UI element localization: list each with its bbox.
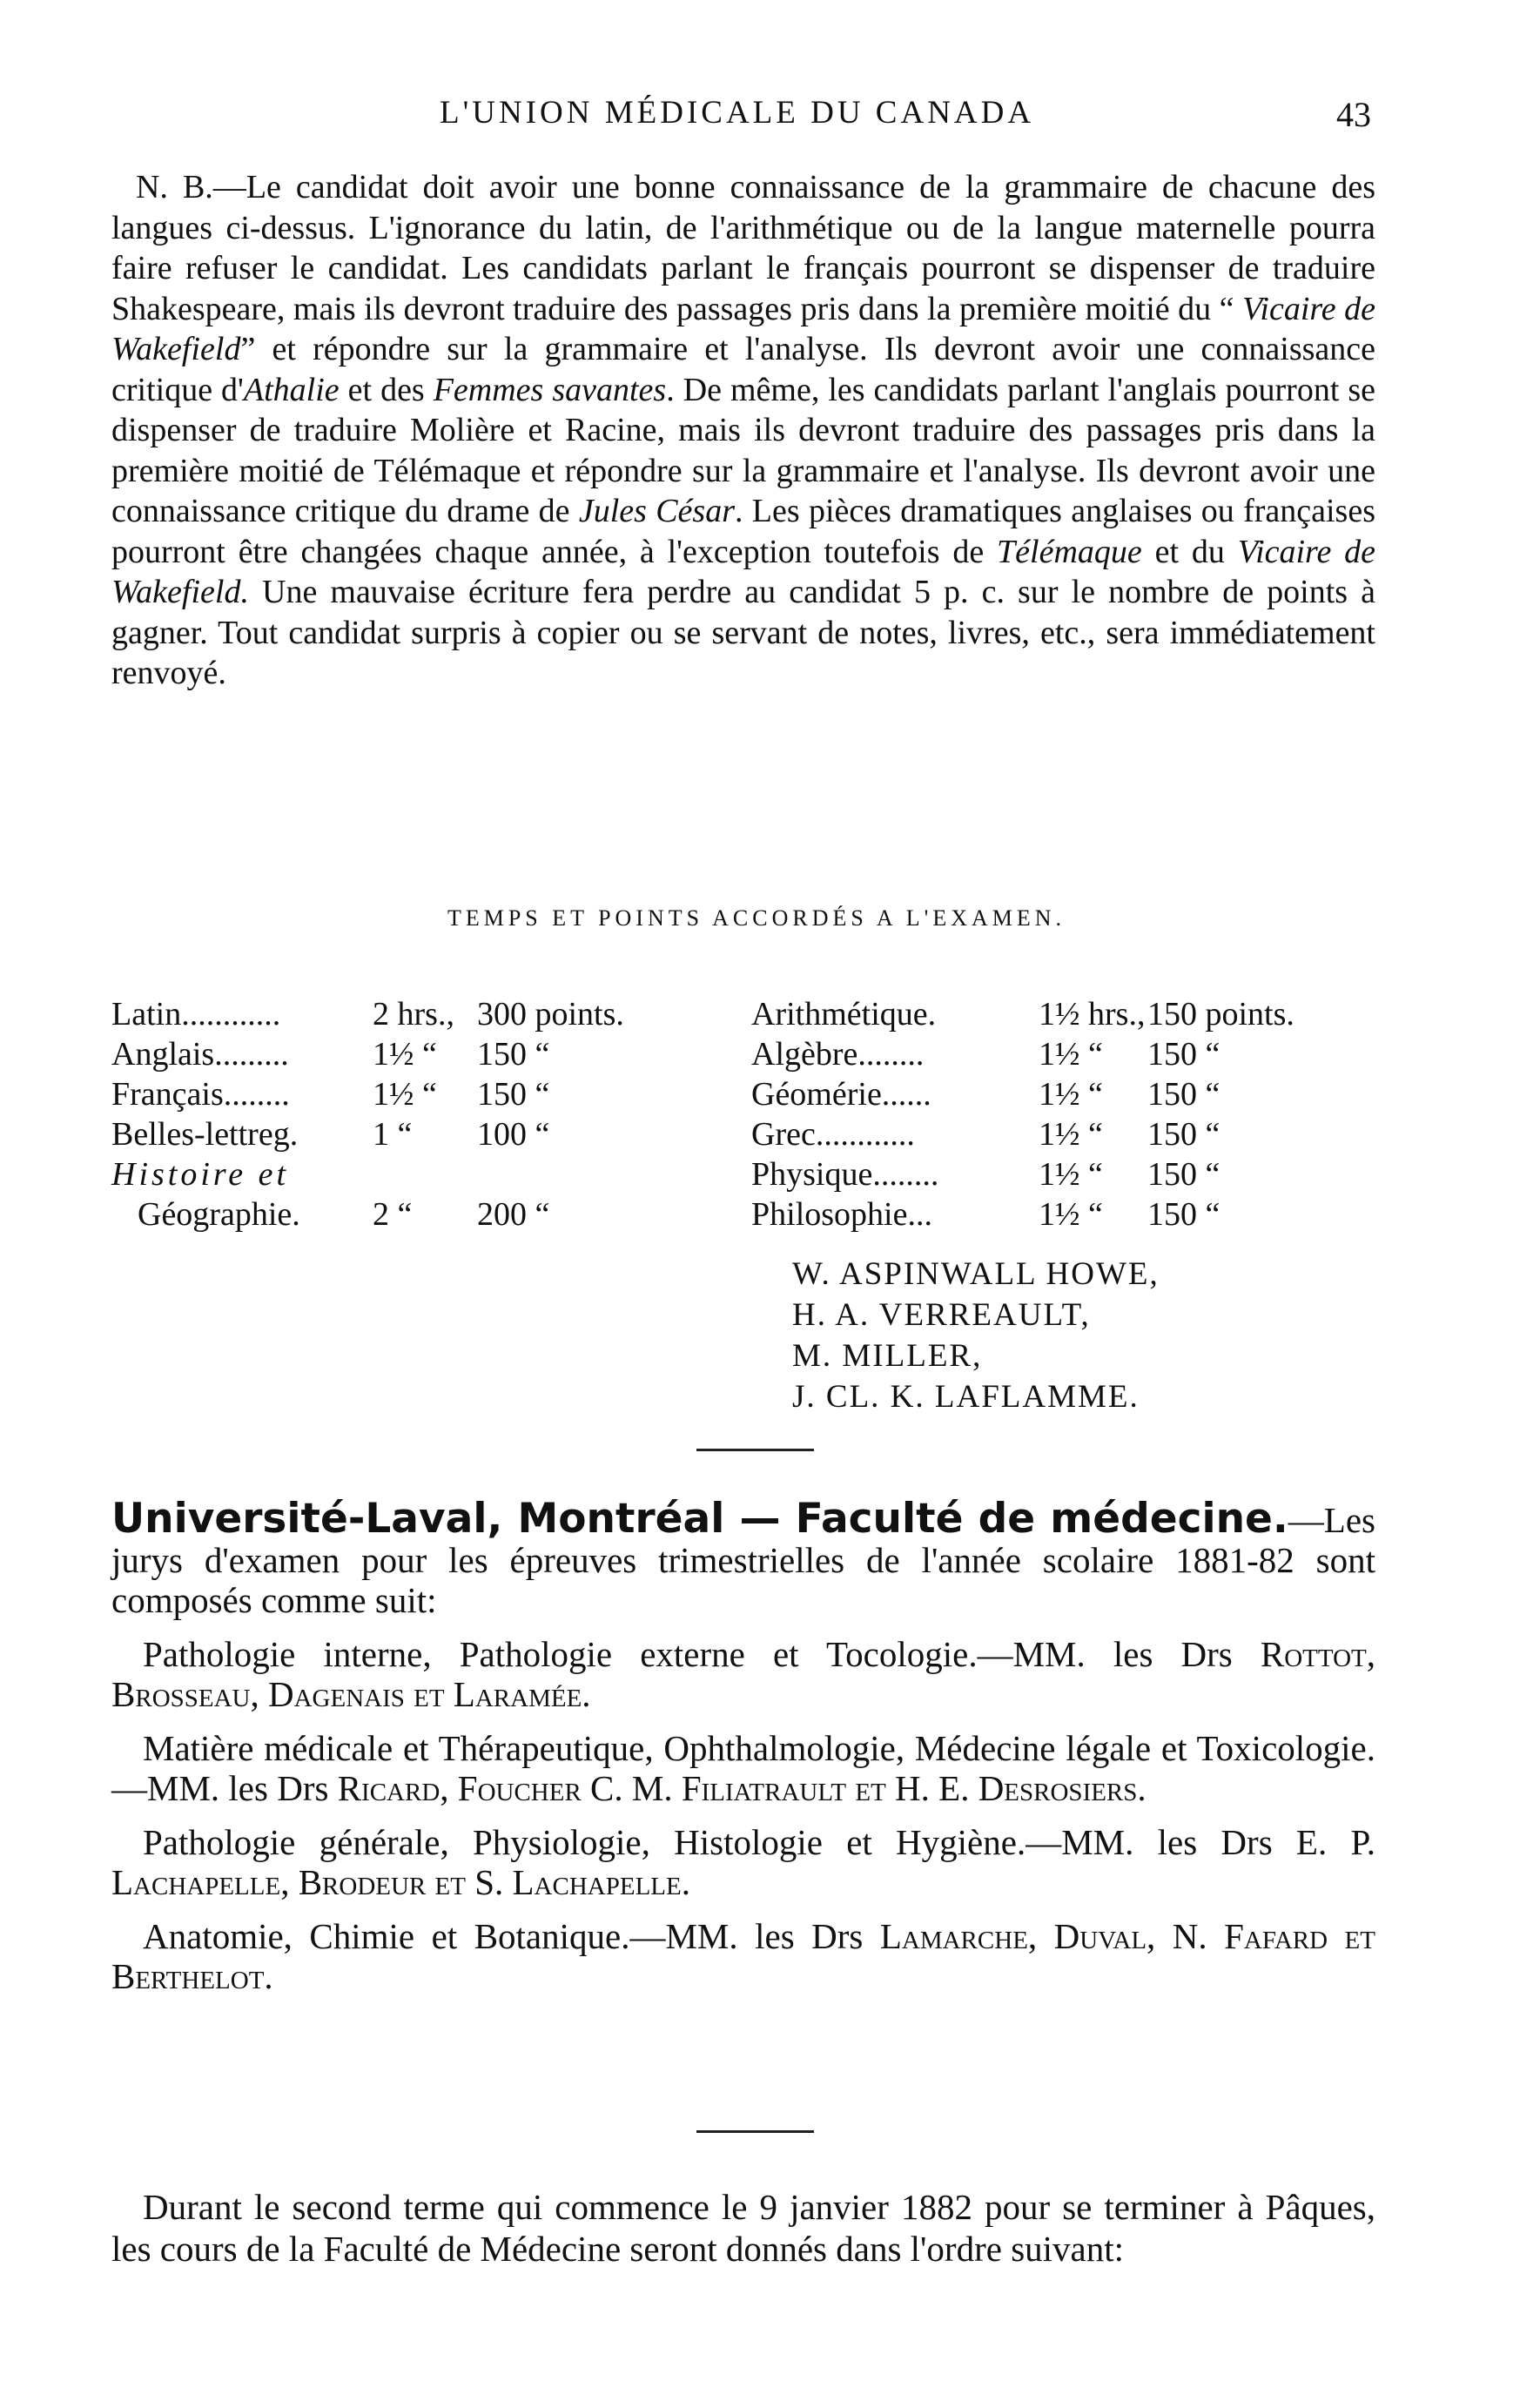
juries-list [111,1634,1375,1996]
times-section-title: TEMPS ET POINTS ACCORDÉS A L'EXAMEN. [447,905,1066,931]
nb-title-athalie: Athalie [243,371,340,408]
nb-lead: N. B.— [136,169,246,205]
subject-name: Physique........ [751,1156,939,1193]
table-row [111,1034,1375,1074]
subject-name: Grec............ [751,1116,915,1153]
subject-name: Philosophie... [751,1196,932,1233]
nb-title-vicaire: Vicaire de Wakefield [111,290,1376,367]
nb-title-vicaire-2: Vicaire de Wakefield. [111,533,1375,610]
table-row [111,994,1375,1034]
subject-points: 150 “ [1147,1036,1220,1073]
times-table [111,994,1375,1234]
subject-hours: 1½ “ [1039,1076,1103,1113]
page-number: 43 [1336,95,1371,134]
subject-hours: 1½ “ [373,1036,437,1073]
subject-hours: 1 “ [373,1116,413,1153]
jury-members: Lamarche, Duval, N. Fafard et Berthelot. [111,1916,1375,1996]
section-divider [696,1449,814,1451]
nb-paragraph [111,167,1375,694]
subject-points: 100 “ [477,1116,550,1153]
jury-subjects: Pathologie générale, Physiologie, Histologie et Hygiène.—MM. les Drs [143,1822,1296,1862]
jury-subjects: Pathologie interne, Pathologie externe et Tocologie.—MM. les Drs [143,1634,1261,1674]
subject-name: Géomérie...... [751,1076,931,1113]
closing-paragraph: Durant le second terme qui commence le 9 janvier 1882 pour se terminer à Pâques, les cours de la Faculté de Médecine seront donnés dans l'ordre suivant: [111,2187,1375,2269]
table-row [111,1154,1375,1194]
subject-hours: 1½ hrs., [1039,996,1146,1032]
subject-hours: 2 “ [373,1196,413,1233]
signature-name: M. MILLER, [792,1338,983,1374]
nb-title-jules: Jules César [578,493,735,529]
jury-members: Ricard, Foucher C. M. Filiatrault et H. E. Desrosiers. [337,1768,1147,1808]
nb-text-7: Une mauvaise écriture fera perdre au candidat 5 p. c. sur le nombre de points à gagner. Tout candidat surpris à copier ou se servant de notes, livres, etc., sera immédiatement renvoyé. [111,574,1375,691]
signature-name: W. ASPINWALL HOWE, [792,1256,1160,1292]
jury-paragraph [111,1634,1375,1714]
table-row [111,1074,1375,1114]
subject-name: Arithmétique. [751,996,937,1032]
subject-hours: 1½ “ [1039,1116,1103,1153]
subject-points: 200 “ [477,1196,550,1233]
university-section [111,1495,1375,1996]
section-divider [696,2130,814,2133]
subject-hours: 1½ “ [1039,1036,1103,1073]
signature-name: H. A. VERREAULT, [792,1297,1091,1333]
subject-name: Latin............ [111,996,281,1032]
signature-name: J. CL. K. LAFLAMME. [792,1379,1140,1415]
nb-text-2: ” et répondre sur la grammaire et l'analyse. Ils devront avoir une connaissance critique d' [111,331,1375,408]
nb-text-6: et du [1141,533,1238,570]
jury-paragraph [111,1728,1375,1808]
subject-points: 300 points. [477,996,624,1032]
subject-points: 150 “ [477,1076,550,1113]
university-headline: Université-Laval, Montréal — Faculté de médecine. [111,1495,1288,1543]
subject-points: 150 “ [1147,1196,1220,1233]
signatures-block [792,1254,1160,1417]
subject-name: Histoire et [111,1156,290,1193]
jury-members: E. P. Lachapelle, Brodeur et S. Lachapelle. [111,1822,1375,1902]
subject-points: 150 “ [477,1036,550,1073]
subject-name: Algèbre........ [751,1036,925,1073]
nb-text-4: . De même, les candidats parlant l'anglais pourront se dispenser de traduire Molière et Racine, mais ils devront traduire des passages pris dans la première moitié de Télémaque et répondre sur la grammaire et l'analyse. Ils devront avoir une connaissance critique du drame de [111,371,1376,529]
subject-points: 150 “ [1147,1116,1220,1153]
table-row [111,1194,1375,1234]
subject-name: Géographie. [138,1196,300,1233]
subject-points: 150 points. [1147,996,1294,1032]
jury-subjects: Anatomie, Chimie et Botanique.—MM. les Drs [143,1916,880,1956]
subject-name: Anglais......... [111,1036,289,1073]
subject-points: 150 “ [1147,1076,1220,1113]
running-title: L'UNION MÉDICALE DU CANADA [440,95,1035,131]
jury-paragraph [111,1916,1375,1996]
subject-points: 150 “ [1147,1156,1220,1193]
nb-text-3: et des [339,371,434,408]
subject-hours: 1½ “ [1039,1196,1103,1233]
page-header [104,94,1371,146]
subject-name: Belles-lettreg. [111,1116,299,1153]
table-row [111,1114,1375,1154]
subject-hours: 1½ “ [373,1076,437,1113]
jury-members: Rottot, Brosseau, Dagenais et Laramée. [111,1634,1375,1714]
nb-title-telemaque: Télémaque [997,533,1142,570]
subject-name: Français........ [111,1076,290,1113]
subject-hours: 2 hrs., [373,996,454,1032]
nb-text-5: . Les pièces dramatiques anglaises ou françaises pourront être changées chaque année, à l'exception toutefois de [111,493,1375,570]
university-intro [111,1495,1375,1620]
nb-title-femmes: Femmes savantes [433,371,667,408]
nb-text-1: Le candidat doit avoir une bonne connaissance de la grammaire de chacune des langues ci-dessus. L'ignorance du latin, de l'arithmétique ou de la langue maternelle pourra faire refuser le candidat. Les candidats parlant le français pourront se dispenser de traduire Shakespeare, mais ils devront traduire des passages pris dans la première moitié du “ [111,169,1375,327]
subject-hours: 1½ “ [1039,1156,1103,1193]
jury-subjects: Matière médicale et Thérapeutique, Ophthalmologie, Médecine légale et Toxicologie.—MM. les Drs [111,1728,1375,1808]
university-intro-text: —Les jurys d'examen pour les épreuves trimestrielles de l'année scolaire 1881-82 sont composés comme suit: [111,1500,1375,1620]
jury-paragraph [111,1822,1375,1902]
